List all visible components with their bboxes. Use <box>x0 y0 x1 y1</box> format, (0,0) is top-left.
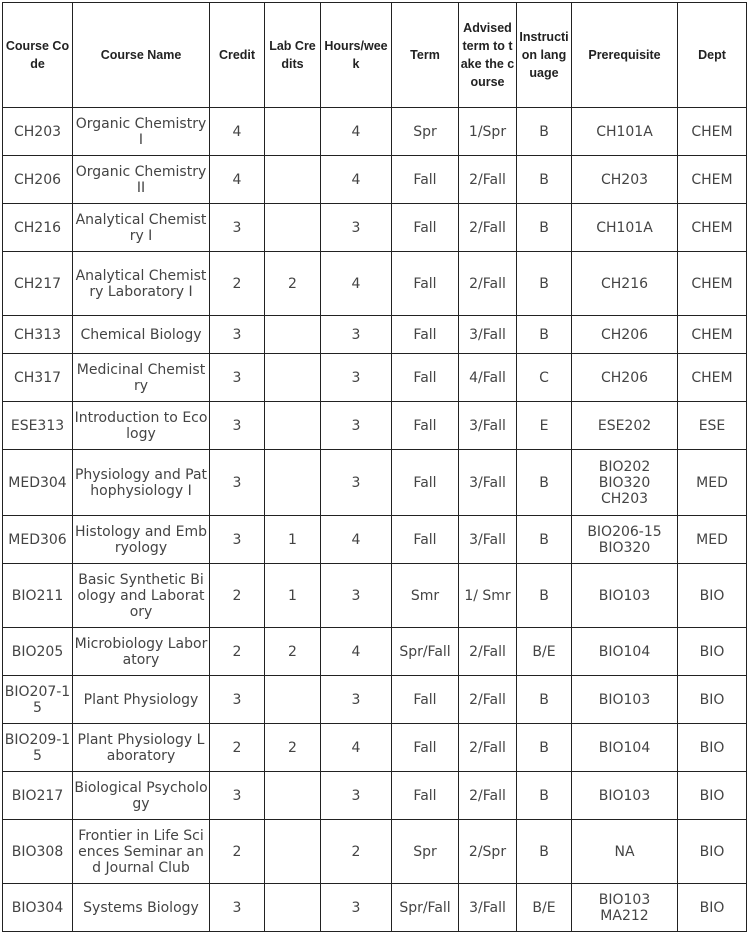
cell-prerequisite: CH101A <box>572 204 678 252</box>
cell-instruction-language: B <box>517 676 572 724</box>
cell-course-code: CH216 <box>3 204 73 252</box>
header-credit: Credit <box>210 3 265 108</box>
table-row <box>3 108 747 156</box>
cell-term: Fall <box>392 772 459 820</box>
cell-instruction-language: B <box>517 564 572 628</box>
cell-prerequisite: CH203 <box>572 156 678 204</box>
cell-dept: CHEM <box>678 204 747 252</box>
cell-course-code: ESE313 <box>3 402 73 450</box>
cell-hours-week: 4 <box>321 628 392 676</box>
cell-instruction-language: B <box>517 516 572 564</box>
cell-course-name: Systems Biology <box>73 884 210 932</box>
cell-course-code: BIO205 <box>3 628 73 676</box>
cell-advised-term: 2/Fall <box>459 204 517 252</box>
cell-instruction-language: C <box>517 354 572 402</box>
cell-credit: 3 <box>210 204 265 252</box>
cell-advised-term: 2/Fall <box>459 156 517 204</box>
cell-prerequisite: ESE202 <box>572 402 678 450</box>
cell-course-code: CH206 <box>3 156 73 204</box>
cell-dept: ESE <box>678 402 747 450</box>
cell-course-name: Plant Physiology <box>73 676 210 724</box>
cell-prerequisite: BIO103 <box>572 564 678 628</box>
cell-lab-credits <box>265 354 321 402</box>
cell-prerequisite: CH206 <box>572 354 678 402</box>
cell-hours-week: 3 <box>321 450 392 516</box>
cell-course-code: BIO308 <box>3 820 73 884</box>
cell-credit: 2 <box>210 724 265 772</box>
cell-dept: MED <box>678 450 747 516</box>
cell-lab-credits <box>265 316 321 354</box>
cell-dept: MED <box>678 516 747 564</box>
cell-instruction-language: B <box>517 252 572 316</box>
cell-lab-credits: 2 <box>265 252 321 316</box>
cell-credit: 3 <box>210 450 265 516</box>
cell-term: Smr <box>392 564 459 628</box>
cell-course-name: Analytical Chemistry Laboratory I <box>73 252 210 316</box>
cell-hours-week: 3 <box>321 204 392 252</box>
cell-credit: 3 <box>210 676 265 724</box>
cell-course-code: MED304 <box>3 450 73 516</box>
cell-dept: BIO <box>678 772 747 820</box>
cell-credit: 3 <box>210 354 265 402</box>
cell-hours-week: 3 <box>321 402 392 450</box>
cell-hours-week: 2 <box>321 820 392 884</box>
cell-course-name: Basic Synthetic Biology and Laboratory <box>73 564 210 628</box>
cell-lab-credits <box>265 450 321 516</box>
table-row <box>3 516 747 564</box>
cell-term: Spr <box>392 820 459 884</box>
cell-credit: 3 <box>210 884 265 932</box>
cell-instruction-language: B/E <box>517 628 572 676</box>
cell-instruction-language: E <box>517 402 572 450</box>
table-row <box>3 772 747 820</box>
cell-term: Spr <box>392 108 459 156</box>
table-row <box>3 252 747 316</box>
cell-course-code: BIO217 <box>3 772 73 820</box>
cell-term: Fall <box>392 316 459 354</box>
cell-advised-term: 3/Fall <box>459 402 517 450</box>
table-header <box>3 3 747 108</box>
table-row <box>3 564 747 628</box>
cell-instruction-language: B/E <box>517 884 572 932</box>
cell-lab-credits <box>265 156 321 204</box>
cell-prerequisite: NA <box>572 820 678 884</box>
cell-course-name: Microbiology Laboratory <box>73 628 210 676</box>
header-row <box>3 3 747 108</box>
cell-dept: BIO <box>678 820 747 884</box>
cell-credit: 2 <box>210 628 265 676</box>
cell-lab-credits: 2 <box>265 628 321 676</box>
cell-credit: 3 <box>210 516 265 564</box>
cell-hours-week: 3 <box>321 564 392 628</box>
cell-instruction-language: B <box>517 108 572 156</box>
cell-credit: 4 <box>210 108 265 156</box>
cell-hours-week: 3 <box>321 676 392 724</box>
table-row <box>3 156 747 204</box>
header-advised-term: Advised term to take the course <box>459 3 517 108</box>
cell-advised-term: 2/Fall <box>459 772 517 820</box>
cell-course-code: MED306 <box>3 516 73 564</box>
cell-course-name: Plant Physiology Laboratory <box>73 724 210 772</box>
cell-course-code: CH313 <box>3 316 73 354</box>
cell-dept: BIO <box>678 724 747 772</box>
cell-term: Fall <box>392 676 459 724</box>
cell-dept: BIO <box>678 564 747 628</box>
cell-course-name: Organic Chemistry II <box>73 156 210 204</box>
cell-course-name: Biological Psychology <box>73 772 210 820</box>
cell-advised-term: 2/Fall <box>459 628 517 676</box>
cell-advised-term: 2/Spr <box>459 820 517 884</box>
table-row <box>3 450 747 516</box>
cell-lab-credits <box>265 820 321 884</box>
cell-advised-term: 1/Spr <box>459 108 517 156</box>
cell-dept: CHEM <box>678 108 747 156</box>
cell-hours-week: 3 <box>321 316 392 354</box>
cell-term: Spr/Fall <box>392 628 459 676</box>
table-row <box>3 884 747 932</box>
cell-hours-week: 4 <box>321 108 392 156</box>
cell-lab-credits <box>265 884 321 932</box>
cell-term: Fall <box>392 450 459 516</box>
cell-instruction-language: B <box>517 156 572 204</box>
cell-credit: 2 <box>210 820 265 884</box>
table-row <box>3 316 747 354</box>
header-course-name: Course Name <box>73 3 210 108</box>
cell-hours-week: 4 <box>321 156 392 204</box>
table-row <box>3 628 747 676</box>
cell-prerequisite: BIO104 <box>572 628 678 676</box>
cell-prerequisite: BIO202 BIO320 CH203 <box>572 450 678 516</box>
cell-instruction-language: B <box>517 820 572 884</box>
cell-dept: BIO <box>678 628 747 676</box>
cell-credit: 3 <box>210 316 265 354</box>
cell-term: Fall <box>392 252 459 316</box>
cell-advised-term: 3/Fall <box>459 516 517 564</box>
cell-instruction-language: B <box>517 204 572 252</box>
cell-prerequisite: CH206 <box>572 316 678 354</box>
cell-advised-term: 4/Fall <box>459 354 517 402</box>
cell-course-name: Physiology and Pathophysiology I <box>73 450 210 516</box>
header-dept: Dept <box>678 3 747 108</box>
cell-lab-credits: 1 <box>265 564 321 628</box>
cell-instruction-language: B <box>517 316 572 354</box>
cell-advised-term: 3/Fall <box>459 316 517 354</box>
header-prerequisite: Prerequisite <box>572 3 678 108</box>
table-row <box>3 204 747 252</box>
header-term: Term <box>392 3 459 108</box>
cell-credit: 4 <box>210 156 265 204</box>
cell-lab-credits <box>265 204 321 252</box>
cell-lab-credits <box>265 676 321 724</box>
cell-advised-term: 2/Fall <box>459 724 517 772</box>
cell-instruction-language: B <box>517 772 572 820</box>
cell-lab-credits: 1 <box>265 516 321 564</box>
cell-advised-term: 2/Fall <box>459 252 517 316</box>
cell-hours-week: 4 <box>321 724 392 772</box>
cell-dept: CHEM <box>678 156 747 204</box>
cell-term: Fall <box>392 354 459 402</box>
cell-course-name: Histology and Embryology <box>73 516 210 564</box>
cell-term: Fall <box>392 724 459 772</box>
cell-course-code: CH203 <box>3 108 73 156</box>
cell-hours-week: 3 <box>321 884 392 932</box>
cell-credit: 2 <box>210 564 265 628</box>
cell-advised-term: 3/Fall <box>459 450 517 516</box>
cell-prerequisite: BIO103 MA212 <box>572 884 678 932</box>
cell-lab-credits <box>265 402 321 450</box>
course-table <box>2 2 747 932</box>
cell-course-code: BIO207-15 <box>3 676 73 724</box>
cell-term: Spr/Fall <box>392 884 459 932</box>
cell-lab-credits: 2 <box>265 724 321 772</box>
cell-dept: CHEM <box>678 252 747 316</box>
table-row <box>3 354 747 402</box>
cell-term: Fall <box>392 156 459 204</box>
cell-instruction-language: B <box>517 450 572 516</box>
cell-lab-credits <box>265 108 321 156</box>
cell-credit: 2 <box>210 252 265 316</box>
cell-advised-term: 3/Fall <box>459 884 517 932</box>
cell-term: Fall <box>392 402 459 450</box>
cell-course-code: CH217 <box>3 252 73 316</box>
cell-course-code: BIO304 <box>3 884 73 932</box>
cell-hours-week: 4 <box>321 516 392 564</box>
cell-hours-week: 3 <box>321 772 392 820</box>
cell-prerequisite: BIO103 <box>572 676 678 724</box>
cell-course-name: Frontier in Life Sciences Seminar and Journal Club <box>73 820 210 884</box>
header-lab-credits: Lab Credits <box>265 3 321 108</box>
header-instruction-language: Instruction language <box>517 3 572 108</box>
cell-course-code: BIO209-15 <box>3 724 73 772</box>
cell-course-code: CH317 <box>3 354 73 402</box>
cell-course-name: Analytical Chemistry I <box>73 204 210 252</box>
cell-prerequisite: CH216 <box>572 252 678 316</box>
cell-prerequisite: CH101A <box>572 108 678 156</box>
table-row <box>3 820 747 884</box>
cell-course-name: Introduction to Ecology <box>73 402 210 450</box>
cell-term: Fall <box>392 516 459 564</box>
cell-lab-credits <box>265 772 321 820</box>
cell-dept: CHEM <box>678 354 747 402</box>
cell-dept: CHEM <box>678 316 747 354</box>
cell-course-name: Organic Chemistry I <box>73 108 210 156</box>
cell-prerequisite: BIO104 <box>572 724 678 772</box>
header-course-code: Course Code <box>3 3 73 108</box>
cell-prerequisite: BIO206-15 BIO320 <box>572 516 678 564</box>
cell-prerequisite: BIO103 <box>572 772 678 820</box>
cell-hours-week: 3 <box>321 354 392 402</box>
cell-hours-week: 4 <box>321 252 392 316</box>
table-row <box>3 402 747 450</box>
table-row <box>3 676 747 724</box>
cell-term: Fall <box>392 204 459 252</box>
cell-course-code: BIO211 <box>3 564 73 628</box>
table-body <box>3 108 747 932</box>
cell-dept: BIO <box>678 676 747 724</box>
cell-instruction-language: B <box>517 724 572 772</box>
table-row <box>3 724 747 772</box>
cell-credit: 3 <box>210 772 265 820</box>
cell-course-name: Chemical Biology <box>73 316 210 354</box>
cell-credit: 3 <box>210 402 265 450</box>
cell-course-name: Medicinal Chemistry <box>73 354 210 402</box>
cell-advised-term: 2/Fall <box>459 676 517 724</box>
header-hours-week: Hours/week <box>321 3 392 108</box>
cell-dept: BIO <box>678 884 747 932</box>
cell-advised-term: 1/ Smr <box>459 564 517 628</box>
